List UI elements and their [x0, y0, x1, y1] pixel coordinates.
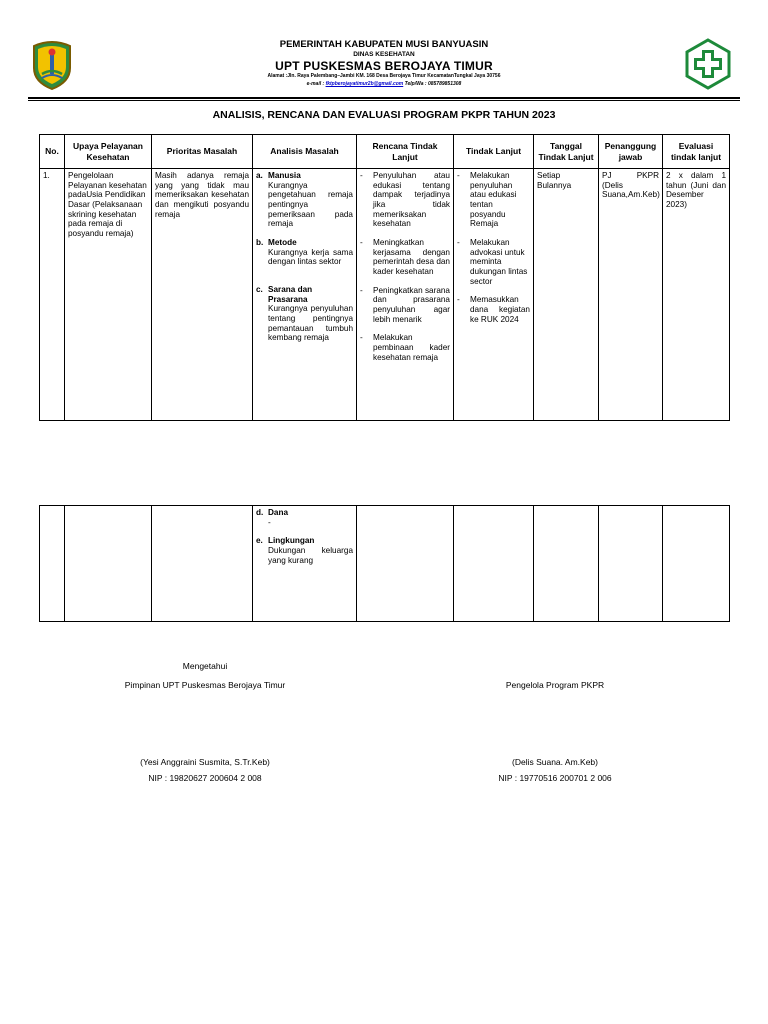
cell-prioritas: [152, 506, 253, 622]
analysis-title: Lingkungan: [268, 536, 315, 546]
header-government: PEMERINTAH KABUPATEN MUSI BANYUASIN: [279, 39, 489, 50]
analysis-item: [256, 536, 353, 565]
col-header-upaya: Upaya Pelayanan Kesehatan: [65, 135, 152, 169]
sig-left-caption2: Pimpinan UPT Puskesmas Berojaya Timur: [124, 680, 286, 690]
cell-rencana: [357, 506, 454, 622]
analysis-item: [256, 508, 353, 527]
header-address: Alamat :Jln. Raya Palembang–Jambi KM. 168 Desa Berojaya Timur KecamatanTungkal Jaya 30756: [267, 73, 501, 79]
header-divider-thick: [28, 97, 740, 99]
analysis-title: Manusia: [268, 171, 301, 180]
action-item: - Melakukan penyuluhan atau edukasi tentan posyandu Remaja: [457, 171, 530, 229]
col-header-no: No.: [40, 135, 65, 169]
analysis-letter: e.: [256, 536, 263, 546]
program-table-continuation: [39, 505, 730, 622]
col-header-tanggal: Tanggal Tindak Lanjut: [534, 135, 599, 169]
header-divider-thin: [28, 100, 740, 101]
cell-analisis: [253, 506, 357, 622]
plan-text: Melakukan pembinaan kader kesehatan remaja: [373, 333, 450, 362]
analysis-text: Dukungan keluarga yang kurang: [268, 546, 353, 565]
analysis-title: Dana: [268, 508, 289, 517]
puskesmas-logo: [684, 38, 732, 90]
cell-rencana: [357, 169, 454, 421]
header-department: DINAS KESEHATAN: [353, 51, 415, 58]
analysis-item: [256, 285, 353, 343]
cell-tanggal: Setiap Bulannya: [534, 169, 599, 421]
cell-upaya: [65, 506, 152, 622]
cell-analisis: [253, 169, 357, 421]
sig-right-nip: NIP : 19770516 200701 2 006: [498, 773, 612, 783]
analysis-letter: d.: [256, 508, 264, 517]
action-text: Melakukan penyuluhan atau edukasi tentan posyandu Remaja: [470, 171, 517, 229]
action-text: Melakukan advokasi untuk meminta dukungan lintas sector: [470, 238, 528, 286]
analysis-text: Kurangnya penyuluhan tentang pentingnya pemantauan tumbuh kembang remaja: [268, 304, 353, 343]
regency-logo: [30, 40, 74, 90]
table-header-row: [40, 135, 730, 169]
cell-upaya: Pengelolaan Pelayanan kesehatan padaUsia Pendidikan Dasar (Pelaksanaan skrining kesehatan pada remaja di posyandu remaja): [65, 169, 152, 421]
sig-left-name: (Yesi Anggraini Susmita, S.Tr.Keb): [140, 757, 270, 767]
header-institution: UPT PUSKESMAS BEROJAYA TIMUR: [275, 59, 493, 73]
analysis-text: Kurangnya pengetahuan remaja pentingnya pemeriksaan pada remaja: [268, 180, 353, 229]
cell-evaluasi: [663, 506, 730, 622]
cell-prioritas: Masih adanya remaja yang yang tidak mau memeriksakan kesehatan dan mengikuti posyandu remaja: [152, 169, 253, 421]
plan-text: Peningkatkan sarana dan prasarana penyuluhan agar lebih menarik: [373, 285, 450, 324]
col-header-evaluasi: Evaluasi tindak lanjut: [663, 135, 730, 169]
analysis-letter: b.: [256, 238, 264, 248]
plan-item: - Meningkatkan kerjasama dengan pemerintah desa dan kader kesehatan: [360, 238, 450, 277]
email-prefix: e-mail :: [306, 81, 326, 87]
plan-item: - Penyuluhan atau edukasi tentang dampak terjadinya jika tidak memeriksakan kesehatan: [360, 171, 450, 229]
cell-tindak: [454, 506, 534, 622]
analysis-title: Metode: [268, 238, 297, 248]
plan-item: - Melakukan pembinaan kader kesehatan remaja: [360, 333, 450, 362]
action-item: - Memasukkan dana kegiatan ke RUK 2024: [457, 295, 530, 324]
cell-no: 1.: [40, 169, 65, 421]
action-text: Memasukkan dana kegiatan ke RUK 2024: [470, 295, 530, 324]
col-header-prioritas: Prioritas Masalah: [152, 135, 253, 169]
cell-pj: PJ PKPR (Delis Suana,Am.Keb): [599, 169, 663, 421]
plan-text: Penyuluhan atau edukasi tentang dampak terjadinya jika tidak memeriksakan kesehatan: [373, 171, 450, 229]
cell-no: [40, 506, 65, 622]
sig-left-nip: NIP : 19820627 200604 2 008: [148, 773, 262, 783]
analysis-letter: c.: [256, 285, 263, 295]
col-header-pj: Penanggung jawab: [599, 135, 663, 169]
sig-right-name: (Delis Suana. Am.Keb): [512, 757, 598, 767]
sig-left-caption1: Mengetahui: [182, 661, 228, 671]
analysis-text: -: [268, 517, 271, 527]
plan-text: Meningkatkan kerjasama dengan pemerintah desa dan kader kesehatan: [373, 238, 450, 277]
document-title: ANALISIS, RENCANA DAN EVALUASI PROGRAM PKPR TAHUN 2023: [212, 109, 556, 121]
program-table: [39, 134, 730, 421]
phone: Telp/Wa : 085789851308: [403, 81, 462, 87]
header-contact: [150, 81, 618, 87]
action-item: - Melakukan advokasi untuk meminta dukungan lintas sector: [457, 238, 530, 286]
col-header-rencana: Rencana Tindak Lanjut: [357, 135, 454, 169]
col-header-analisis: Analisis Masalah: [253, 135, 357, 169]
table-row: [40, 506, 730, 622]
analysis-text: Kurangnya kerja sama dengan lintas sektor: [268, 247, 353, 267]
table-row: [40, 169, 730, 421]
analysis-item: [256, 171, 353, 229]
sig-right-caption: Pengelola Program PKPR: [505, 680, 605, 690]
analysis-item: [256, 238, 353, 267]
cell-tindak: [454, 169, 534, 421]
col-header-tindak: Tindak Lanjut: [454, 135, 534, 169]
cell-pj: [599, 506, 663, 622]
analysis-title: Sarana dan Prasarana: [268, 285, 313, 304]
cell-tanggal: [534, 506, 599, 622]
email-link[interactable]: fktpberojayatimur2b@gmail.com: [325, 81, 404, 87]
cell-evaluasi: 2 x dalam 1 tahun (Juni dan Desember 2023): [663, 169, 730, 421]
plan-item: - Peningkatkan sarana dan prasarana penyuluhan agar lebih menarik: [360, 285, 450, 324]
analysis-letter: a.: [256, 171, 263, 180]
